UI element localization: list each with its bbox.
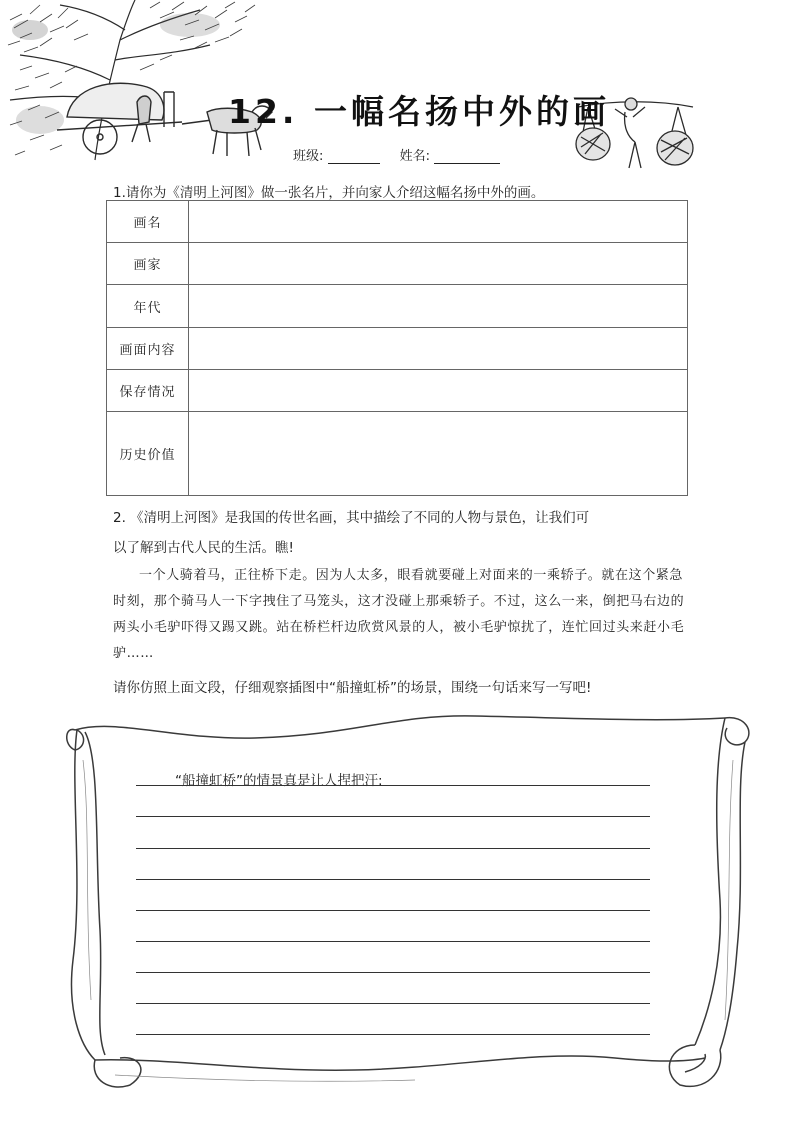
table-row: [107, 328, 688, 370]
writing-line[interactable]: [136, 972, 650, 973]
answer-cell-title[interactable]: [189, 201, 688, 243]
writing-starter-sentence: “船撞虹桥”的情景真是让人捏把汗:: [175, 773, 383, 789]
name-label: 姓名:: [399, 149, 431, 164]
row-label-title: 画名: [107, 201, 189, 243]
table-row: [107, 201, 688, 243]
class-label: 班级:: [293, 149, 324, 164]
table-row: [107, 412, 688, 496]
answer-cell-preservation[interactable]: [189, 370, 688, 412]
example-passage: [113, 563, 693, 667]
question-1-prompt: 1.请你为《清明上河图》做一张名片，并向家人介绍这幅名扬中外的画。: [113, 185, 545, 201]
passage-text: 一个人骑着马，正往桥下走。因为人太多，眼看就要碰上对面来的一乘轿子。就在这个紧急时刻，那个骑马人一下字拽住了马笼头，这才没碰上那乘轿子。不过，这么一来，倒把马右边的两头小毛驴吓得又踢又跳。站在桥栏杆边欣赏风景的人，被小毛驴惊扰了，连忙回过头来赶小毛驴……: [113, 568, 685, 661]
table-row: [107, 370, 688, 412]
writing-instruction: 请你仿照上面文段，仔细观察插图中“船撞虹桥”的场景，围绕一句话来写一写吧!: [113, 680, 592, 696]
answer-cell-era[interactable]: [189, 285, 688, 328]
table-row: [107, 285, 688, 328]
row-label-era: 年代: [107, 285, 189, 328]
writing-line[interactable]: [136, 879, 650, 880]
row-label-value: 历史价值: [107, 412, 189, 496]
row-label-painter: 画家: [107, 243, 189, 285]
row-label-preservation: 保存情况: [107, 370, 189, 412]
class-input-line[interactable]: [328, 151, 380, 164]
writing-line[interactable]: [136, 910, 650, 911]
question-2-intro-line-2: 以了解到古代人民的生活。瞧!: [113, 540, 294, 556]
answer-cell-painter[interactable]: [189, 243, 688, 285]
student-info-fields: [293, 145, 500, 164]
page-title: 12. 一幅名扬中外的画: [228, 92, 610, 131]
writing-line[interactable]: [136, 941, 650, 942]
writing-line[interactable]: [136, 848, 650, 849]
writing-line[interactable]: [136, 785, 650, 786]
painting-card-table: [106, 200, 688, 496]
row-label-content: 画面内容: [107, 328, 189, 370]
writing-line[interactable]: [136, 1034, 650, 1035]
table-row: [107, 243, 688, 285]
writing-line[interactable]: [136, 816, 650, 817]
answer-cell-content[interactable]: [189, 328, 688, 370]
answer-cell-value[interactable]: [189, 412, 688, 496]
question-2-intro-line-1: 2. 《清明上河图》是我国的传世名画，其中描绘了不同的人物与景色，让我们可: [113, 510, 590, 526]
writing-line[interactable]: [136, 1003, 650, 1004]
name-input-line[interactable]: [434, 151, 500, 164]
question-2-intro: [113, 503, 693, 563]
scroll-frame-illustration: [55, 700, 760, 1095]
